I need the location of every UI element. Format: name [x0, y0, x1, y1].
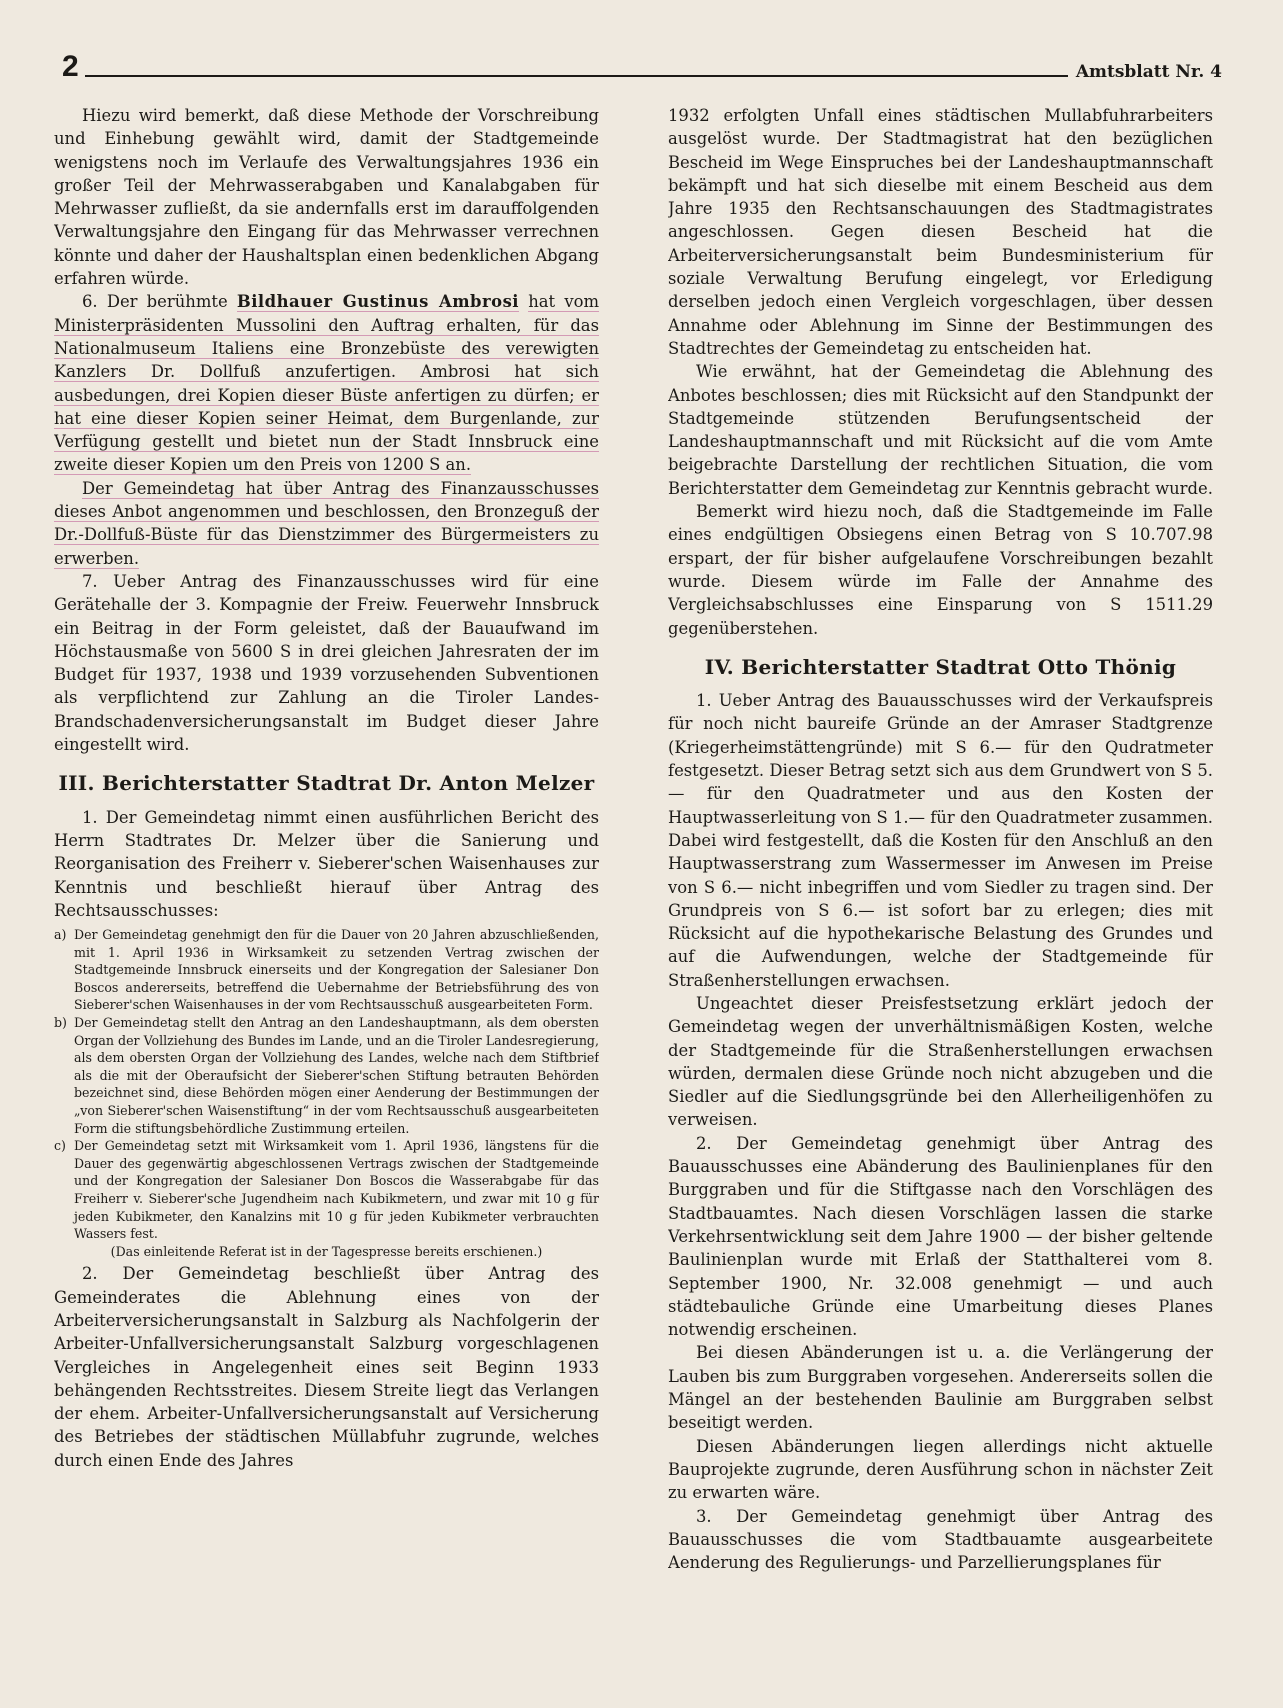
- paragraph: 1. Der Gemeindetag nimmt einen ausführlichen Bericht des Herrn Stadtrates Dr. Melzer über die Sanierung und Reorganisation des Freiherr v. Sieberer'schen Waisenhauses zur Kenntnis und beschließt hierauf über Antrag des Rechtsausschusses:: [54, 807, 599, 920]
- page-number: 2: [62, 50, 79, 83]
- paragraph: 3. Der Gemeindetag genehmigt über Antrag des Bauausschusses die vom Stadtbauamte ausgearbeitete Aenderung des Regulierungs- und Parzellierungsplanes für: [668, 1506, 1213, 1573]
- paragraph: [54, 477, 599, 570]
- paragraph: Diesen Abänderungen liegen allerdings nicht aktuelle Bauprojekte zugrunde, deren Ausführung schon in nächster Zeit zu erwarten wäre.: [668, 1436, 1213, 1503]
- paragraph: Hiezu wird bemerkt, daß diese Methode der Vorschreibung und Einhebung gewählt wird, damit der Stadtgemeinde wenigstens noch im Verlaufe des Verwaltungsjahres 1936 ein großer Teil der Mehrwasserabgaben und Kanalabgaben für Mehrwasser zufließt, da sie andernfalls erst im darauffolgenden Verwaltungsjahre den Eingang für das Mehrwasser verrechnen könnte und daher der Haushaltsplan einen bedenklichen Abgang erfahren würde.: [54, 106, 599, 289]
- paragraph: Bemerkt wird hiezu noch, daß die Stadtgemeinde im Falle eines endgültigen Obsiegens einen Betrag von S 10.707.98 erspart, der für bisher aufgelaufene Vorschreibungen bezahlt wurde. Diesem würde im Falle der Annahme des Vergleichsabschlusses eine Einsparung von S 1511.29 gegenüberstehen.: [668, 502, 1213, 638]
- paragraph-text: Der Gemeindetag hat über Antrag des Finanzausschusses dieses Anbot angenommen und beschlossen, den Bronzeguß der Dr.-Dollfuß-Büste für das Dienstzimmer des Bürgermeisters zu erwerben.: [54, 478, 599, 568]
- list-item: [54, 1137, 599, 1243]
- section-title-III: III. Berichterstatter Stadtrat Dr. Anton Melzer: [58, 771, 595, 796]
- paragraph: Wie erwähnt, hat der Gemeindetag die Ablehnung des Anbotes beschlossen; dies mit Rücksicht auf den Standpunkt der Stadtgemeinde stützenden Berufungsentscheid der Landeshauptmannschaft und mit Rücksicht auf die vom Amte beigebrachte Darstellung der rechtlichen Situation, die vom Berichterstatter dem Gemeindetag zur Kenntnis gebracht wurde.: [668, 362, 1213, 498]
- right-column: [668, 104, 1213, 1694]
- paragraph: 1932 erfolgten Unfall eines städtischen Mullabfuhrarbeiters ausgelöst wurde. Der Stadtmagistrat hat den bezüglichen Bescheid im Wege Einspruches bei der Landeshauptmannschaft bekämpft und hat sich dieselbe mit einem Bescheid aus dem Jahre 1935 den Rechtsanschauungen des Stadtmagistrates angeschlossen. Gegen diesen Bescheid hat die Arbeiterversicherungsanstalt beim Bundesministerium für soziale Verwaltung Berufung eingelegt, vor Erledigung derselben jedoch einen Vergleich vorgeschlagen, über dessen Annahme oder Ablehnung im Sinne der Bestimmungen des Stadtrechtes der Gemeindetag zu entscheiden hat.: [668, 106, 1213, 358]
- paragraph: 1. Ueber Antrag des Bauausschusses wird der Verkaufspreis für noch nicht baureife Gründe an der Amraser Stadtgrenze (Kriegerheimstättengründe) mit S 6.— für den Qudratmeter festgesetzt. Dieser Betrag setzt sich aus dem Grundwert von S 5.— für den Quadratmeter und aus den Kosten der Hauptwasserleitung von S 1.— für den Quadratmeter zusammen. Dabei wird festgestellt, daß die Kosten für den Anschluß an den Hauptwasserstrang zum Wassermesser im Anwesen im Preise von S 6.— nicht inbegriffen und vom Siedler zu tragen sind. Der Grundpreis von S 6.— ist sofort bar zu erlegen; dies mit Rücksicht auf die hypothekarische Belastung des Grundes und auf die Aufwendungen, welche der Stadtgemeinde für Straßenherstellungen erwachsen.: [668, 691, 1213, 990]
- sculptor-name: Bildhauer Gustinus Ambrosi: [236, 292, 520, 312]
- resolution-list: [54, 926, 599, 1260]
- list-text: Der Gemeindetag genehmigt den für die Dauer von 20 Jahren abzuschließenden, mit 1. April 1936 in Wirksamkeit zu setzenden Vertrag zwischen der Stadtgemeinde Innsbruck einerseits und der Kongregation der Salesianer Don Boscos andererseits, betreffend die Uebernahme der Betriebsführung des von Sieberer'schen Waisenhauses in der vom Rechtsausschuß ausgearbeiteten Form.: [74, 927, 599, 1013]
- paragraph: Bei diesen Abänderungen ist u. a. die Verlängerung der Lauben bis zum Burggraben vorgesehen. Andererseits sollen die Mängel an der bestehenden Baulinie am Burggraben selbst beseitigt werden.: [668, 1343, 1213, 1433]
- list-item: [54, 926, 599, 1014]
- header-rule: [85, 75, 1068, 77]
- list-marker: c): [54, 1138, 66, 1154]
- paragraph-item-6: [54, 290, 599, 476]
- paragraph-text: hat vom Ministerpräsidenten Mussolini den Auftrag erhalten, für das Nationalmuseum Italiens eine Bronzebüste des verewigten Kanzlers Dr. Dollfuß anzufertigen. Ambrosi hat sich ausbedungen, drei Kopien dieser Büste anfertigen zu dürfen; er hat eine dieser Kopien seiner Heimat, dem Burgenlande, zur Verfügung gestellt und bietet nun der Stadt Innsbruck eine zweite dieser Kopien um den Preis von 1200 S an.: [54, 292, 599, 475]
- list-text: Der Gemeindetag setzt mit Wirksamkeit vom 1. April 1936, längstens für die Dauer des gegenwärtig abgeschlossenen Vertrags zwischen der Stadtgemeinde und der Kongregation der Salesianer Don Boscos die Wasserabgabe für das Freiherr v. Sieberer'sche Jugendheim nach Kubikmetern, und zwar mit 10 g für jeden Kubikmeter, den Kanalzins mit 10 g für jeden Kubikmeter verbrauchten Wassers fest.: [74, 1138, 599, 1242]
- paragraph: 2. Der Gemeindetag beschließt über Antrag des Gemeinderates die Ablehnung eines von der Arbeiterversicherungsanstalt in Salzburg als Nachfolgerin der Arbeiter-Unfallversicherungsanstalt Salzburg vorgeschlagenen Vergleiches in Angelegenheit eines seit Beginn 1933 behängenden Rechtsstreites. Diesem Streite liegt das Verlangen der ehem. Arbeiter-Unfallversicherungsanstalt auf Versicherung des Betriebes der städtischen Müllabfuhr zugrunde, welches durch einen Ende des Jahres: [54, 1264, 599, 1470]
- paragraph-item-7: 7. Ueber Antrag des Finanzausschusses wird für eine Gerätehalle der 3. Kompagnie der Freiw. Feuerwehr Innsbruck ein Beitrag in der Form geleistet, daß der Bauaufwand im Höchstausmaße von 5600 S in drei gleichen Jahresraten der im Budget für 1937, 1938 und 1939 vorzusehenden Subventionen als verpflichtend zur Zahlung an die Tiroler Landes-Brandschadenversicherungsanstalt im Budget dieser Jahre eingestellt wird.: [54, 571, 599, 755]
- left-column: [54, 104, 599, 1694]
- list-marker: b): [54, 1015, 67, 1031]
- paragraph-text: 6. Der berühmte: [82, 292, 228, 312]
- issue-title: Amtsblatt Nr. 4: [1075, 62, 1222, 82]
- page-header: [62, 42, 1222, 82]
- list-text: Der Gemeindetag stellt den Antrag an den Landeshauptmann, als dem obersten Organ der Vollziehung des Bundes im Lande, und an die Tiroler Landesregierung, als dem obersten Organ der Vollziehung des Landes, welche nach dem Stiftbrief als die mit der Oberaufsicht der Sieberer'schen Stiftung betrauten Behörden bezeichnet sind, diese Behörden mögen einer Aenderung der Bestimmungen der „von Sieberer'schen Waisenstiftung“ in der vom Rechtsausschuß ausgearbeiteten Form die stiftungsbehördliche Zustimmung erteilen.: [74, 1015, 599, 1136]
- paragraph: 2. Der Gemeindetag genehmigt über Antrag des Bauausschusses eine Abänderung des Baulinienplanes für den Burggraben und für die Stiftgasse nach den Vorschlägen des Stadtbauamtes. Nach diesen Vorschlägen lassen die starke Verkehrsentwicklung seit dem Jahre 1900 — der bisher geltende Baulinienplan wurde mit Erlaß der Statthalterei vom 8. September 1900, Nr. 32.008 genehmigt — und auch städtebauliche Gründe eine Umarbeitung dieses Planes notwendig erscheinen.: [668, 1133, 1213, 1340]
- list-note: (Das einleitende Referat ist in der Tagespresse bereits erschienen.): [110, 1243, 543, 1259]
- section-title-IV: IV. Berichterstatter Stadtrat Otto Thönig: [704, 654, 1177, 679]
- list-marker: a): [54, 927, 67, 943]
- paragraph: Ungeachtet dieser Preisfestsetzung erklärt jedoch der Gemeindetag wegen der unverhältnismäßigen Kosten, welche der Stadtgemeinde für die Straßenherstellungen erwachsen würden, dermalen diese Gründe noch nicht abzugeben und die Siedler auf die Siedlungsgründe bei den Allerheiligenhöfen zu verweisen.: [668, 993, 1213, 1130]
- list-item: [54, 1014, 599, 1137]
